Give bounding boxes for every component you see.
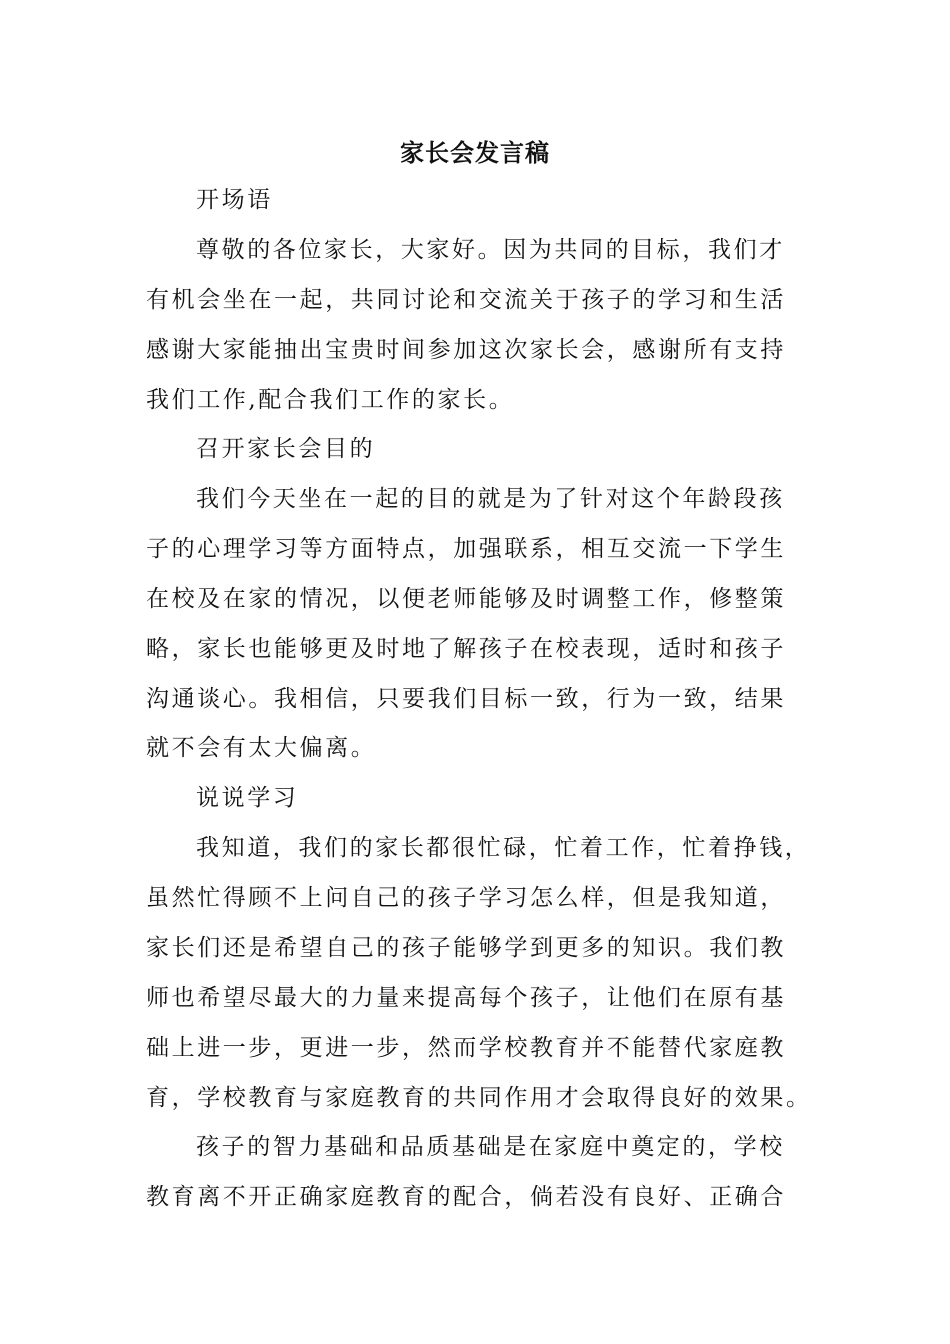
section-heading-opening: 开场语: [196, 187, 273, 213]
paragraph-line: 家长们还是希望自己的孩子能够学到更多的知识。我们教: [146, 935, 786, 961]
paragraph-line: 我们今天坐在一起的目的就是为了针对这个年龄段孩: [196, 486, 785, 512]
paragraph-line: 虽然忙得顾不上问自己的孩子学习怎么样，但是我知道，: [146, 885, 786, 911]
paragraph-line: 在校及在家的情况，以便老师能够及时调整工作，修整策: [146, 586, 786, 612]
paragraph-line: 就不会有太大偏离。: [146, 735, 377, 761]
paragraph-line: 有机会坐在一起，共同讨论和交流关于孩子的学习和生活: [146, 287, 786, 313]
paragraph-line: 感谢大家能抽出宝贵时间参加这次家长会，感谢所有支持: [146, 337, 786, 363]
document-title: 家长会发言稿: [400, 138, 550, 167]
paragraph-line: 子的心理学习等方面特点，加强联系，相互交流一下学生: [146, 536, 786, 562]
paragraph-line: 沟通谈心。我相信，只要我们目标一致，行为一致，结果: [146, 686, 786, 712]
paragraph-line: 我知道，我们的家长都很忙碌，忙着工作，忙着挣钱，: [196, 835, 811, 861]
paragraph-line: 育，学校教育与家庭教育的共同作用才会取得良好的效果。: [146, 1085, 812, 1111]
section-heading-study: 说说学习: [196, 785, 299, 811]
paragraph-line: 我们工作,配合我们工作的家长。: [146, 387, 515, 413]
paragraph-line: 尊敬的各位家长，大家好。因为共同的目标，我们才: [196, 237, 785, 263]
paragraph-line: 教育离不开正确家庭教育的配合，倘若没有良好、正确合: [146, 1184, 786, 1210]
section-heading-purpose: 召开家长会目的: [196, 436, 376, 462]
paragraph-line: 础上进一步，更进一步，然而学校教育并不能替代家庭教: [146, 1035, 786, 1061]
paragraph-line: 孩子的智力基础和品质基础是在家庭中奠定的，学校: [196, 1134, 785, 1160]
paragraph-line: 师也希望尽最大的力量来提高每个孩子，让他们在原有基: [146, 985, 786, 1011]
paragraph-line: 略，家长也能够更及时地了解孩子在校表现，适时和孩子: [146, 636, 786, 662]
